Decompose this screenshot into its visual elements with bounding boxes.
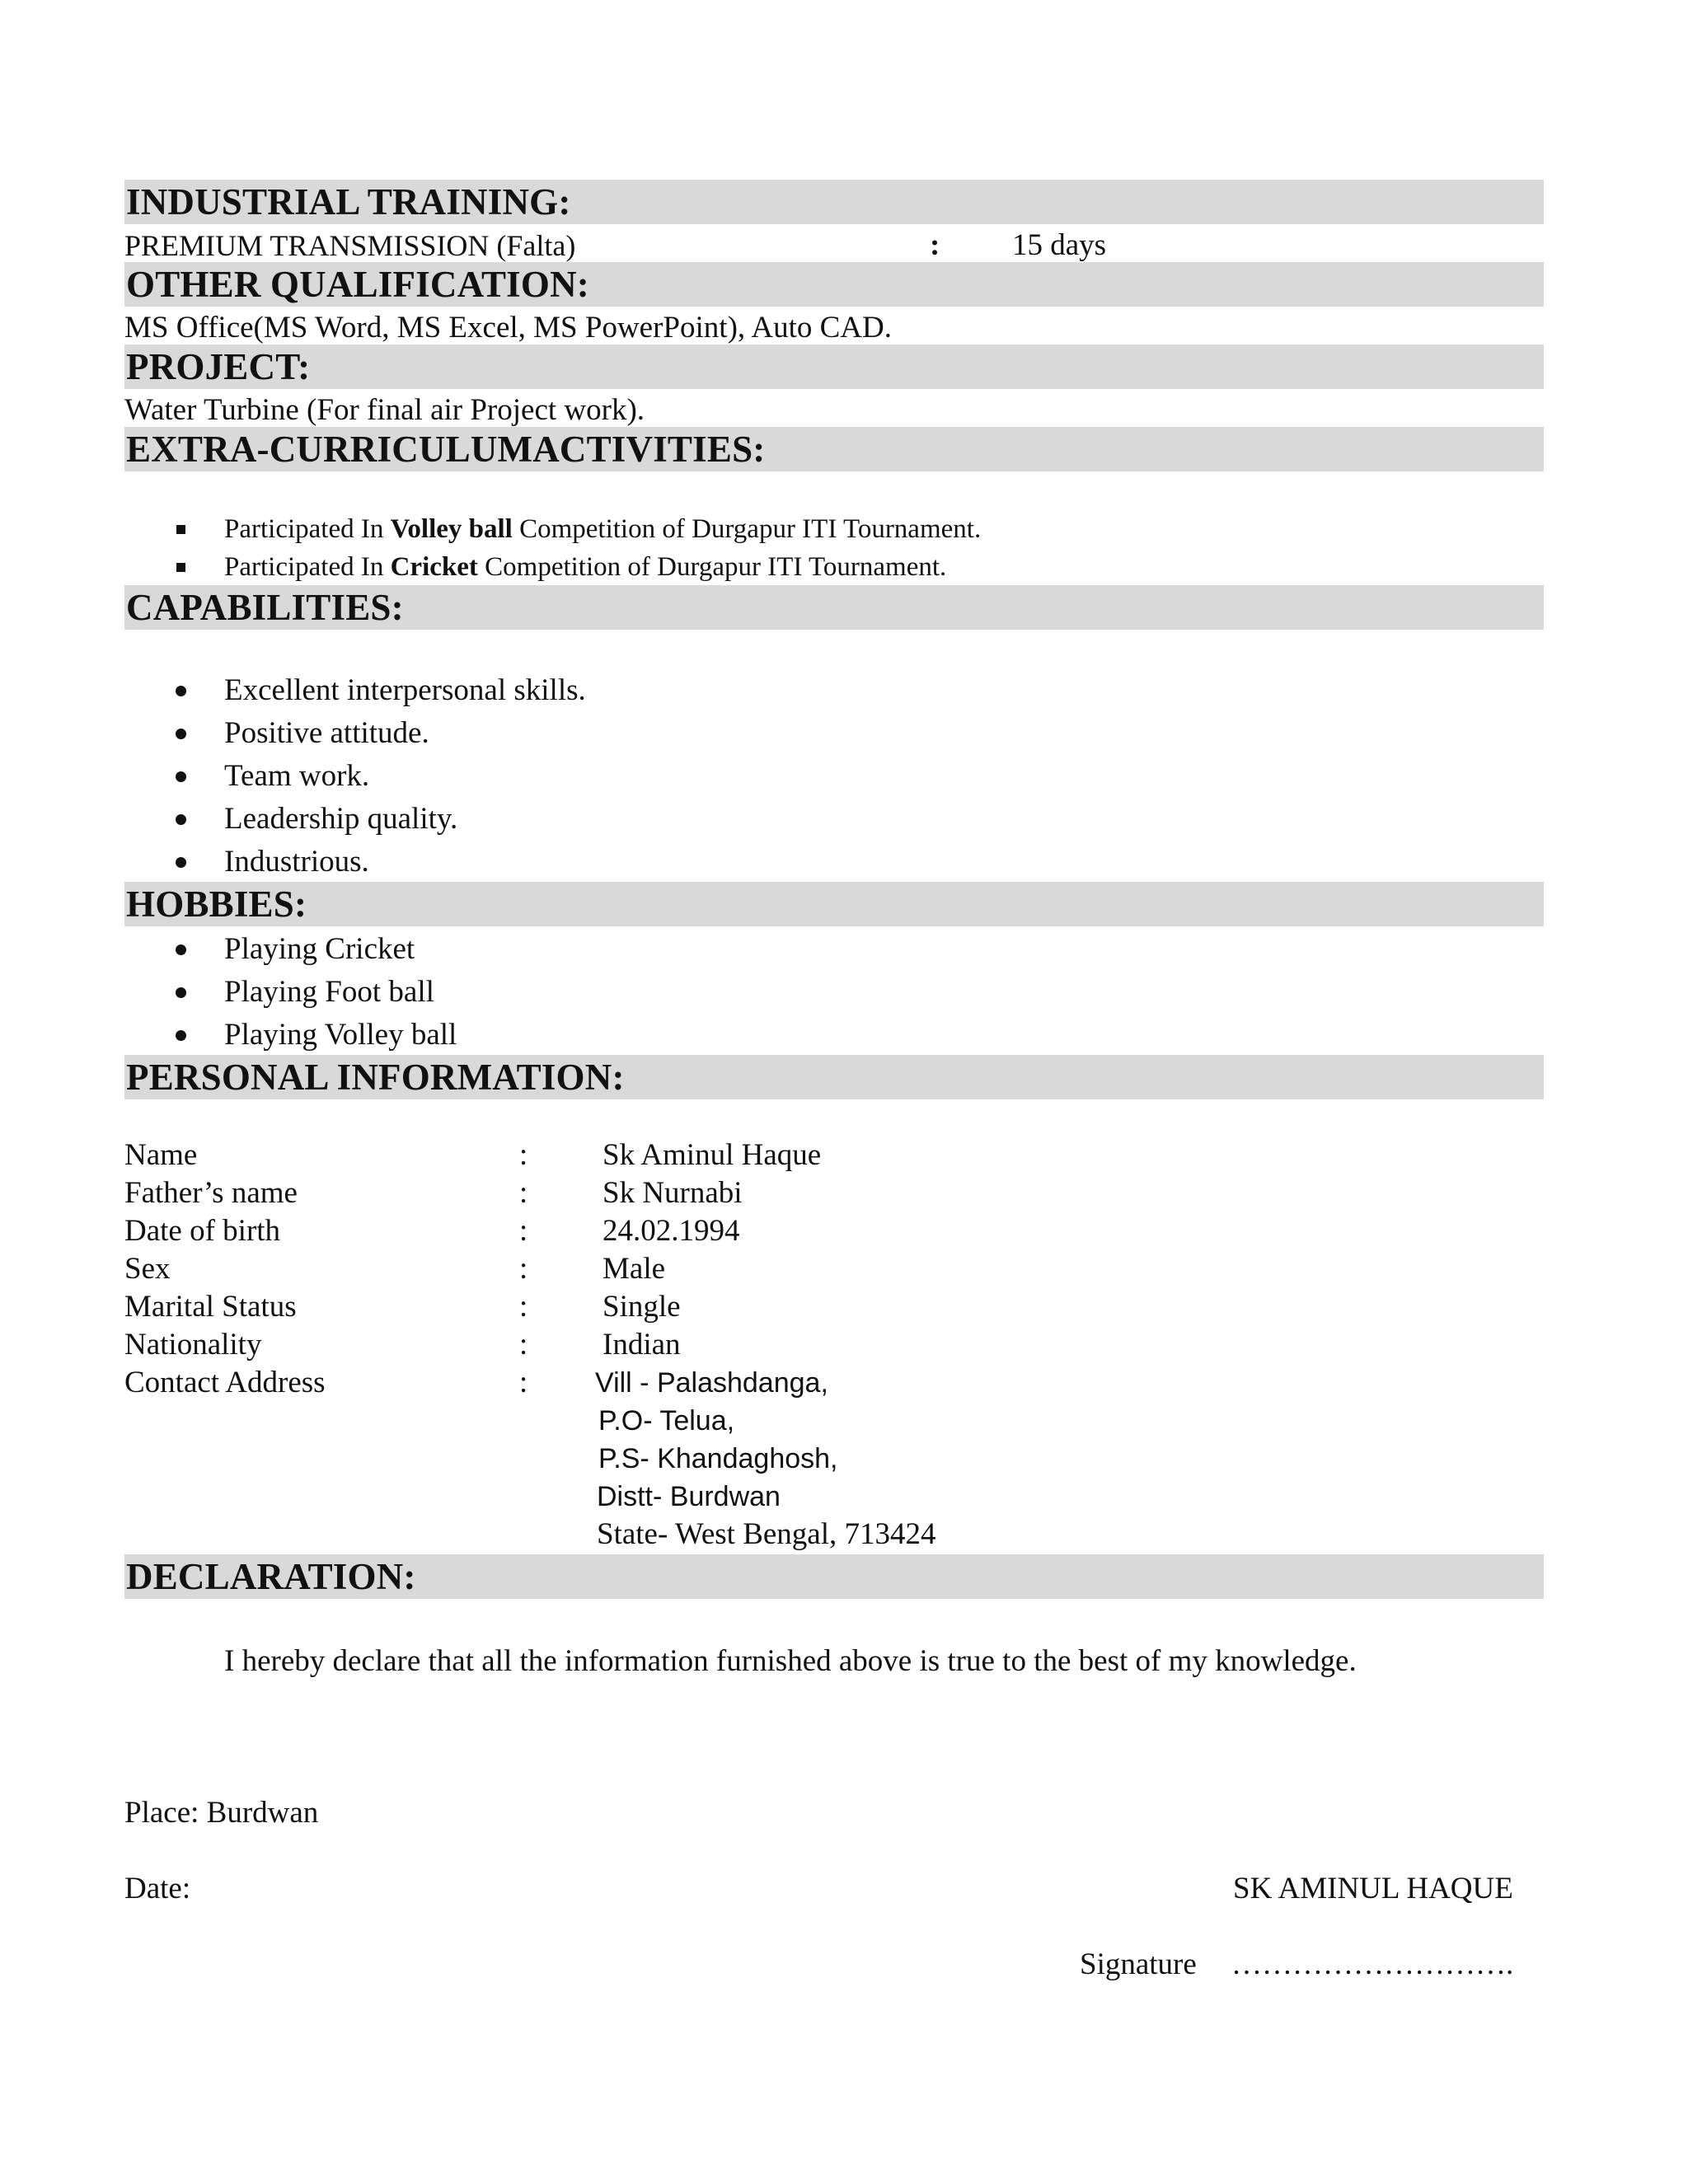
info-colon: :	[519, 1138, 528, 1172]
info-label-marital-status: Marital Status	[124, 1290, 297, 1324]
hobby-item: Playing Volley ball	[224, 1018, 457, 1052]
item-suffix: Competition of Durgapur ITI Tournament.	[477, 552, 947, 582]
info-value-marital-status: Single	[603, 1290, 681, 1324]
training-company: PREMIUM TRANSMISSION (Falta)	[124, 229, 576, 262]
info-label-fathers-name: Father’s name	[124, 1176, 298, 1210]
bullet-icon	[176, 857, 186, 868]
bullet-icon	[176, 814, 186, 825]
hobby-item: Playing Cricket	[224, 932, 415, 966]
info-value-address-line: Vill - Palashdanga,	[595, 1367, 828, 1399]
extra-curricular-item	[224, 511, 981, 547]
info-colon: :	[519, 1328, 528, 1361]
section-heading-extra-curricular: EXTRA-CURRICULUMACTIVITIES:	[126, 429, 766, 470]
info-colon: :	[519, 1290, 528, 1324]
training-duration: 15 days	[1012, 228, 1107, 262]
bullet-icon	[176, 1030, 186, 1041]
section-heading-declaration: DECLARATION:	[126, 1556, 416, 1597]
signature-line: ……………………….	[1231, 1947, 1514, 1981]
item-prefix: Participated In	[224, 514, 391, 544]
info-label-sex: Sex	[124, 1252, 171, 1286]
section-heading-industrial-training: INDUSTRIAL TRAINING:	[126, 181, 571, 223]
info-colon: :	[519, 1214, 528, 1248]
date-label: Date:	[124, 1872, 191, 1905]
place-line: Place: Burdwan	[124, 1796, 319, 1830]
info-value-address-line: P.S- Khandaghosh,	[598, 1443, 838, 1474]
info-label-date-of-birth: Date of birth	[124, 1214, 281, 1248]
info-value-name: Sk Aminul Haque	[603, 1138, 822, 1172]
capability-item: Positive attitude.	[224, 716, 429, 750]
info-label-name: Name	[124, 1138, 198, 1172]
info-value-date-of-birth: 24.02.1994	[603, 1214, 740, 1248]
bullet-icon	[176, 987, 186, 998]
section-heading-personal-information: PERSONAL INFORMATION:	[126, 1057, 625, 1098]
signatory-name: SK AMINUL HAQUE	[1233, 1872, 1513, 1905]
declaration-text: I hereby declare that all the information furnished above is true to the best of my knowledge.	[224, 1644, 1357, 1678]
capability-item: Excellent interpersonal skills.	[224, 673, 586, 707]
signature-label: Signature	[1080, 1947, 1197, 1981]
bullet-icon	[176, 944, 186, 955]
info-value-address-line: P.O- Telua,	[598, 1405, 735, 1436]
section-bar-project	[124, 344, 1544, 389]
bullet-icon	[176, 729, 186, 739]
capability-item: Industrious.	[224, 845, 369, 879]
info-colon: :	[519, 1176, 528, 1210]
info-colon: :	[519, 1366, 528, 1399]
info-value-address-line: State- West Bengal, 713424	[597, 1517, 936, 1551]
square-bullet-icon	[176, 525, 185, 534]
info-value-nationality: Indian	[603, 1328, 681, 1361]
info-label-contact-address: Contact Address	[124, 1366, 326, 1399]
section-heading-capabilities: CAPABILITIES:	[126, 587, 404, 628]
info-label-nationality: Nationality	[124, 1328, 262, 1361]
item-bold: Volley ball	[390, 514, 513, 544]
info-value-address-line: Distt- Burdwan	[597, 1481, 781, 1512]
item-bold: Cricket	[390, 552, 478, 582]
section-heading-hobbies: HOBBIES:	[126, 883, 307, 925]
extra-curricular-item	[224, 549, 946, 585]
item-prefix: Participated In	[224, 552, 391, 582]
section-heading-other-qualification: OTHER QUALIFICATION:	[126, 264, 589, 305]
section-bar-hobbies	[124, 882, 1544, 926]
bullet-icon	[176, 686, 186, 696]
project-text: Water Turbine (For final air Project work).	[124, 393, 645, 427]
other-qualification-text: MS Office(MS Word, MS Excel, MS PowerPoint), Auto CAD.	[124, 311, 892, 344]
section-heading-project: PROJECT:	[126, 346, 311, 387]
info-value-fathers-name: Sk Nurnabi	[603, 1176, 743, 1210]
square-bullet-icon	[176, 563, 185, 572]
capability-item: Leadership quality.	[224, 802, 458, 836]
bullet-icon	[176, 771, 186, 782]
info-colon: :	[519, 1252, 528, 1286]
training-colon: :	[930, 228, 940, 262]
capability-item: Team work.	[224, 759, 370, 793]
item-suffix: Competition of Durgapur ITI Tournament.	[512, 514, 982, 544]
info-value-sex: Male	[603, 1252, 666, 1286]
hobby-item: Playing Foot ball	[224, 975, 434, 1009]
